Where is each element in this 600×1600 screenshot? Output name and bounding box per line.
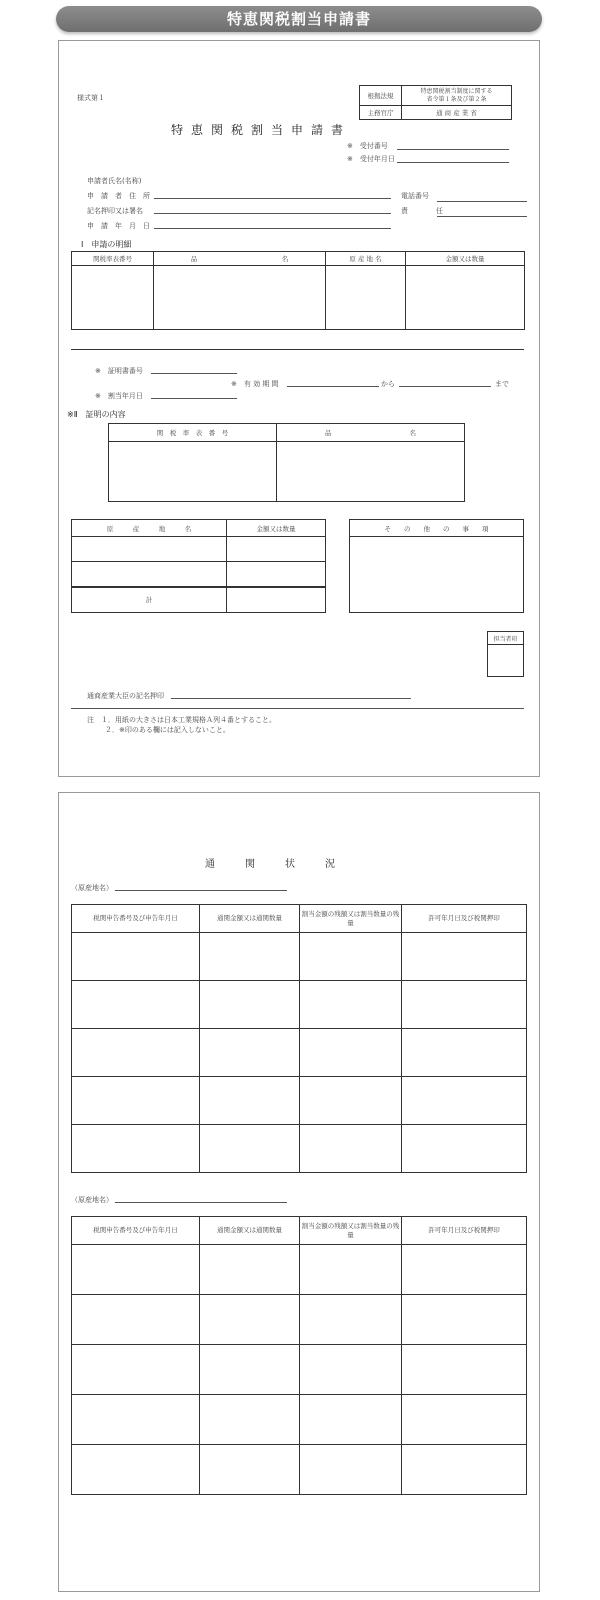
customs-table-2: [71, 1216, 527, 1495]
customs-cell[interactable]: [300, 1125, 402, 1173]
section-1-heading: Ⅰ 申請の明細: [81, 240, 132, 249]
origin-cell[interactable]: [72, 562, 227, 587]
basis-value-line2: 省令第１条及び第２条: [426, 95, 487, 103]
basis-label: 根拠法規: [360, 86, 402, 106]
application-details-table: [71, 251, 525, 330]
validity-until-field[interactable]: [399, 386, 491, 387]
certification-content-table: [108, 423, 465, 502]
certification-cell[interactable]: [277, 442, 465, 502]
officer-seal-box: [487, 631, 524, 677]
header-tariff-number: 関税率表番号: [72, 252, 154, 266]
customs-cell[interactable]: [300, 1295, 402, 1345]
details-cell[interactable]: [72, 266, 154, 330]
header-remaining-amount: 割当金額の残額又は割当数量の残量: [300, 905, 402, 933]
amount-cell[interactable]: [227, 537, 326, 562]
origin-amount-table: [71, 519, 326, 613]
header-item-name: 品 名: [277, 424, 465, 442]
customs-cell[interactable]: [402, 1125, 527, 1173]
header-permission-date: 許可年月日及び税関押印: [402, 1217, 527, 1245]
header-permission-date: 許可年月日及び税関押印: [402, 905, 527, 933]
total-label: 計: [72, 587, 227, 613]
customs-cell[interactable]: [200, 1395, 300, 1445]
separator-line: [71, 708, 524, 709]
header-remaining-amount: 割当金額の残額又は割当数量の残量: [300, 1217, 402, 1245]
customs-cell[interactable]: [300, 1245, 402, 1295]
receipt-number-label: ※ 受付番号: [347, 142, 388, 150]
form-number: 様式第１: [77, 94, 105, 102]
customs-cell[interactable]: [72, 1395, 200, 1445]
customs-cell[interactable]: [402, 1077, 527, 1125]
applicant-name-label: 申請者氏名(名称): [87, 177, 142, 185]
customs-cell[interactable]: [402, 1029, 527, 1077]
details-cell[interactable]: [154, 266, 326, 330]
customs-cell[interactable]: [72, 1345, 200, 1395]
seal-field[interactable]: [154, 213, 391, 214]
customs-cell[interactable]: [72, 981, 200, 1029]
customs-cell[interactable]: [72, 933, 200, 981]
header-declaration-number: 税関申告番号及び申告年月日: [72, 905, 200, 933]
other-matters-header: そ の 他 の 事 項: [350, 520, 524, 537]
applicant-address-field[interactable]: [154, 198, 391, 199]
customs-table-1: [71, 904, 527, 1173]
total-cell[interactable]: [227, 587, 326, 613]
customs-status-page: [58, 792, 540, 1592]
receipt-date-field[interactable]: [397, 162, 509, 163]
customs-cell[interactable]: [402, 1295, 527, 1345]
basis-value: [402, 86, 512, 106]
other-matters-cell[interactable]: [350, 537, 524, 613]
basis-value-line1: 特恵関税割当制度に関する: [420, 87, 493, 95]
issue-date-field[interactable]: [151, 398, 237, 399]
customs-cell[interactable]: [300, 1445, 402, 1495]
application-form-page-1: [58, 40, 540, 777]
authority-value: 通 商 産 業 省: [402, 106, 512, 120]
customs-cell[interactable]: [200, 1445, 300, 1495]
validity-from-label: から: [381, 380, 395, 388]
application-date-field[interactable]: [154, 228, 391, 229]
origin-name-field[interactable]: [115, 890, 287, 891]
minister-seal-label: 通商産業大臣の記名押印: [87, 692, 164, 700]
customs-cell[interactable]: [300, 933, 402, 981]
other-matters-table: [349, 519, 524, 613]
customs-cell[interactable]: [72, 1029, 200, 1077]
customs-cell[interactable]: [72, 1445, 200, 1495]
section-2-heading: ※Ⅱ 証明の内容: [67, 410, 126, 419]
customs-cell[interactable]: [402, 1445, 527, 1495]
details-cell[interactable]: [326, 266, 406, 330]
customs-cell[interactable]: [200, 1245, 300, 1295]
customs-cell[interactable]: [200, 1295, 300, 1345]
certificate-number-field[interactable]: [151, 373, 237, 374]
charge-field[interactable]: [437, 216, 527, 217]
customs-cell[interactable]: [402, 1245, 527, 1295]
customs-cell[interactable]: [300, 981, 402, 1029]
validity-until-label: まで: [495, 380, 509, 388]
note-2: ２．※印のある欄には記入しないこと。: [105, 726, 230, 734]
form-title: 特恵関税割当申請書: [171, 123, 352, 137]
applicant-address-label: 申 請 者 住 所: [87, 192, 150, 200]
origin-cell[interactable]: [72, 537, 227, 562]
customs-status-title: 通 関 状 況: [205, 859, 345, 870]
customs-cell[interactable]: [72, 1245, 200, 1295]
customs-cell[interactable]: [200, 1077, 300, 1125]
customs-cell[interactable]: [402, 1345, 527, 1395]
seal-label: 記名押印又は署名: [87, 207, 143, 215]
validity-label: ※ 有 効 期 間: [231, 380, 279, 388]
header-declaration-number: 税関申告番号及び申告年月日: [72, 1217, 200, 1245]
header-origin: 原 産 地 名: [72, 520, 227, 537]
customs-cell[interactable]: [300, 1345, 402, 1395]
origin-name-field[interactable]: [115, 1202, 287, 1203]
separator-line: [71, 349, 524, 350]
header-tariff-number: 関 税 率 表 番 号: [109, 424, 277, 442]
officer-seal-label: 担当者印: [488, 632, 524, 645]
charge-label: 責 任: [401, 207, 443, 215]
certification-cell[interactable]: [109, 442, 277, 502]
amount-cell[interactable]: [227, 562, 326, 587]
authority-label: 主務官庁: [360, 106, 402, 120]
issue-date-label: ※ 割当年月日: [95, 392, 143, 400]
customs-cell[interactable]: [200, 933, 300, 981]
banner-title: 特恵関税割当申請書: [56, 6, 542, 32]
origin-name-label: （原産地名）: [71, 884, 113, 892]
application-date-label: 申 請 年 月 日: [87, 222, 150, 230]
note-1: 注 １．用紙の大きさは日本工業規格Ａ列４番とすること。: [87, 716, 276, 724]
customs-cell[interactable]: [300, 1077, 402, 1125]
header-item-name: 品 名: [154, 252, 326, 266]
origin-name-label: （原産地名）: [71, 1196, 113, 1204]
phone-field[interactable]: [437, 201, 527, 202]
customs-cell[interactable]: [72, 1077, 200, 1125]
customs-cell[interactable]: [402, 981, 527, 1029]
phone-label: 電話番号: [401, 192, 429, 200]
customs-cell[interactable]: [200, 981, 300, 1029]
customs-cell[interactable]: [402, 1395, 527, 1445]
receipt-number-field[interactable]: [397, 149, 509, 150]
customs-cell[interactable]: [402, 933, 527, 981]
details-cell[interactable]: [406, 266, 525, 330]
customs-cell[interactable]: [200, 1029, 300, 1077]
certificate-number-label: ※ 証明書番号: [95, 367, 143, 375]
customs-cell[interactable]: [200, 1345, 300, 1395]
customs-cell[interactable]: [300, 1395, 402, 1445]
customs-cell[interactable]: [72, 1295, 200, 1345]
header-amount: 金額又は数量: [406, 252, 525, 266]
officer-seal-cell[interactable]: [488, 645, 524, 677]
header-cleared-amount: 通関金額又は通関数量: [200, 1217, 300, 1245]
header-amount: 金額又は数量: [227, 520, 326, 537]
customs-cell[interactable]: [200, 1125, 300, 1173]
header-cleared-amount: 通関金額又は通関数量: [200, 905, 300, 933]
minister-seal-field[interactable]: [171, 698, 411, 699]
validity-from-field[interactable]: [287, 386, 379, 387]
customs-cell[interactable]: [300, 1029, 402, 1077]
legal-basis-table: [359, 85, 512, 120]
header-origin: 原 産 地 名: [326, 252, 406, 266]
customs-cell[interactable]: [72, 1125, 200, 1173]
receipt-date-label: ※ 受付年月日: [347, 155, 395, 163]
